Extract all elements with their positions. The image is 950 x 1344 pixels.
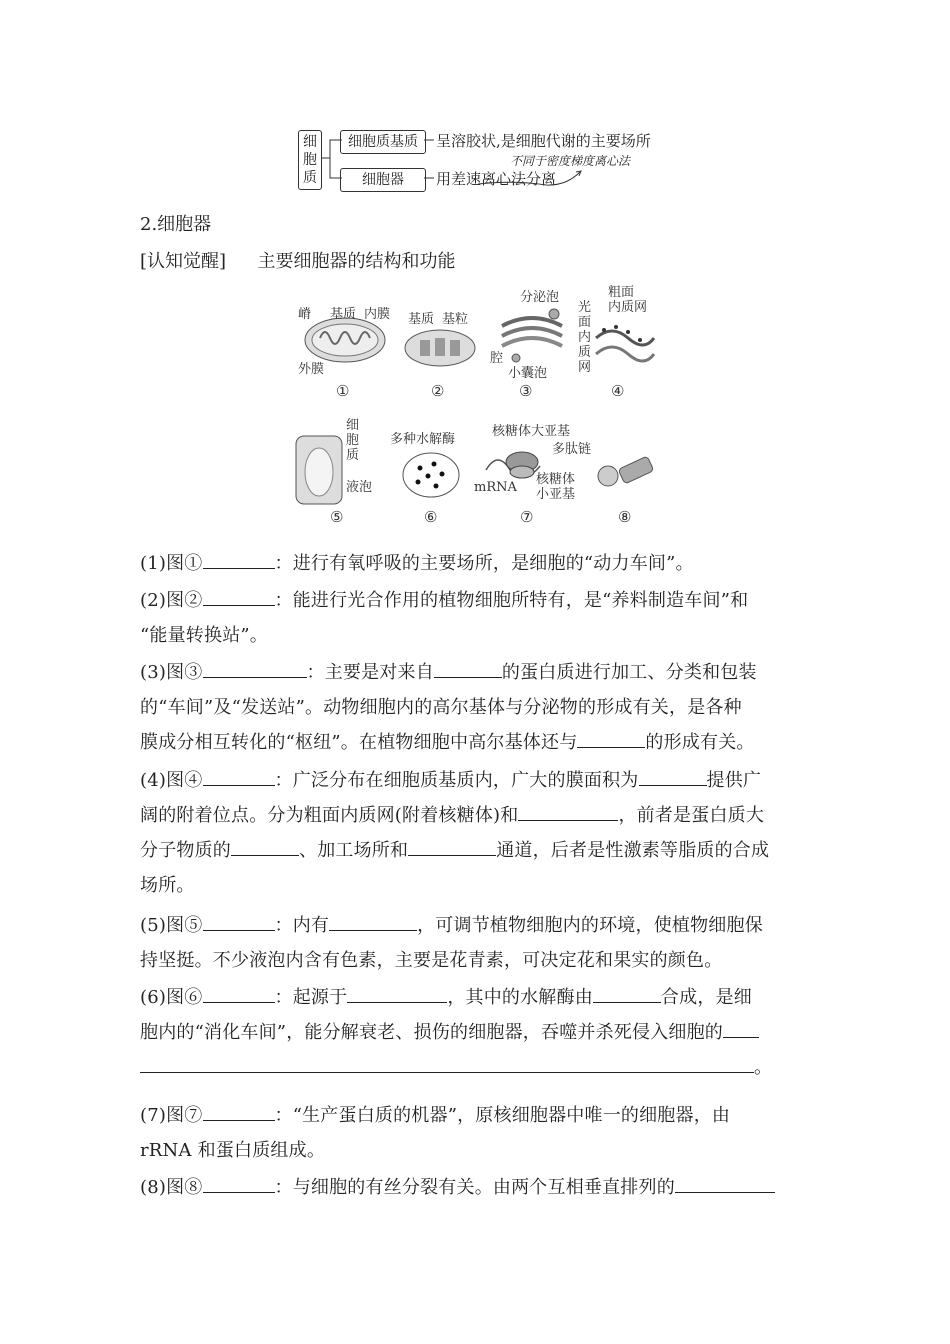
item-2: (2)图② ：能进行光合作用的植物细胞所特有，是“养料制造车间”和 “能量转换站”。 [140,583,812,653]
m-label-matrix: 基质 [330,307,357,322]
m-label-inner: 内膜 [364,307,391,322]
blank[interactable] [203,659,307,678]
blank[interactable] [203,550,275,569]
chloroplast-drawing [402,322,478,370]
blank[interactable] [329,912,417,931]
blank[interactable] [593,984,661,1003]
v-label-vacuole: 液泡 [346,480,373,495]
g-label-small: 小囊泡 [508,366,548,381]
node2-box: 细胞器 [340,168,426,192]
g-label-lumen: 腔 [490,351,504,366]
c-label-stroma: 基质 [408,312,435,327]
blank[interactable] [347,984,447,1003]
er-label-smooth: 光 面 内 质 网 [578,300,592,375]
item-3: (3)图③ ：主要是对来自 的蛋白质进行加工、分类和包装 的“车间”及“发送站”。动物细胞内的高尔基体与分泌物的形成有关，是各种 膜成分相互转化的“枢纽”。在植物细胞中高尔基体还与 的形成有关。 [140,655,812,760]
num-2: ② [431,382,445,400]
note-arrow [476,166,586,188]
blank[interactable] [639,767,707,786]
item-1: (1)图① ：进行有氧呼吸的主要场所，是细胞的“动力车间”。 [140,546,812,581]
r-label-large: 核糖体大亚基 [492,424,571,439]
m-label-outer: 外膜 [298,362,325,377]
node1-desc: 呈溶胶状,是细胞代谢的主要场所 [436,132,651,150]
num-6: ⑥ [424,508,438,526]
blank[interactable] [203,587,275,606]
blank[interactable] [408,837,496,856]
note: 不同于密度梯度离心法 [510,154,631,168]
item-7: (7)图⑦ ：“生产蛋白质的机器”，原核细胞器中唯一的细胞器，由 rRNA 和蛋白质组成。 [140,1098,812,1168]
blank[interactable] [203,767,275,786]
num-5: ⑤ [330,508,344,526]
c-label-granum: 基粒 [442,312,469,327]
num-8: ⑧ [618,508,632,526]
cognition-line [140,247,456,273]
item-6: (6)图⑥ ：起源于 ，其中的水解酶由 合成，是细 胞内的“消化车间”，能分解衰老、损伤的细胞器，吞噬并杀死侵入细胞的 。 [140,980,812,1085]
item-4: (4)图④ ：广泛分布在细胞质基质内，广大的膜面积为 提供广 阔的附着位点。分为粗面内质网(附着核糖体)和 ，前者是蛋白质大 分子物质的 、加工场所和 通道，后者是性激素等脂质的合成 场所。 [140,763,812,903]
m-label-crista: 嵴 [298,307,312,322]
blank[interactable] [434,659,502,678]
r-label-mrna: mRNA [474,480,517,495]
blank[interactable] [518,802,618,821]
er-label-rough: 粗面 内质网 [608,285,648,315]
num-1: ① [336,382,350,400]
r-label-peptide: 多肽链 [552,442,592,457]
v-label-cytoplasm: 细 胞 质 [346,418,360,463]
blank[interactable] [203,1174,275,1193]
item-5: (5)图⑤ ：内有 ，可调节植物细胞内的环境，使植物细胞保 持坚挺。不少液泡内含有色素，主要是花青素，可决定花和果实的颜色。 [140,908,812,978]
section-title: 2.细胞器 [140,214,212,235]
num-3: ③ [519,382,533,400]
cognition-text: 主要细胞器的结构和功能 [257,251,456,272]
blank[interactable] [577,729,645,748]
cognition-tag: [认知觉醒] [140,251,227,272]
l-label: 多种水解酶 [390,432,456,447]
vacuole-drawing [294,434,346,506]
num-4: ④ [611,382,625,400]
er-drawing [592,318,658,368]
blank[interactable] [675,1174,775,1193]
blank[interactable] [203,912,275,931]
num-7: ⑦ [520,508,534,526]
lysosome-drawing [400,450,462,500]
node1-box: 细胞质基质 [340,130,426,154]
node2-desc: 用差速离心法分离 [436,170,557,188]
r-label-small: 核糖体 小亚基 [536,472,576,502]
blank[interactable] [203,984,275,1003]
g-label-vesicle: 分泌泡 [520,290,560,305]
blank[interactable] [203,1102,275,1121]
centriole-drawing [594,454,656,494]
root-box: 细 胞 质 [298,130,322,190]
item-8: (8)图⑧ ：与细胞的有丝分裂有关。由两个互相垂直排列的 [140,1170,812,1205]
blank[interactable] [140,1054,754,1073]
blank[interactable] [231,837,299,856]
blank[interactable] [723,1019,759,1038]
